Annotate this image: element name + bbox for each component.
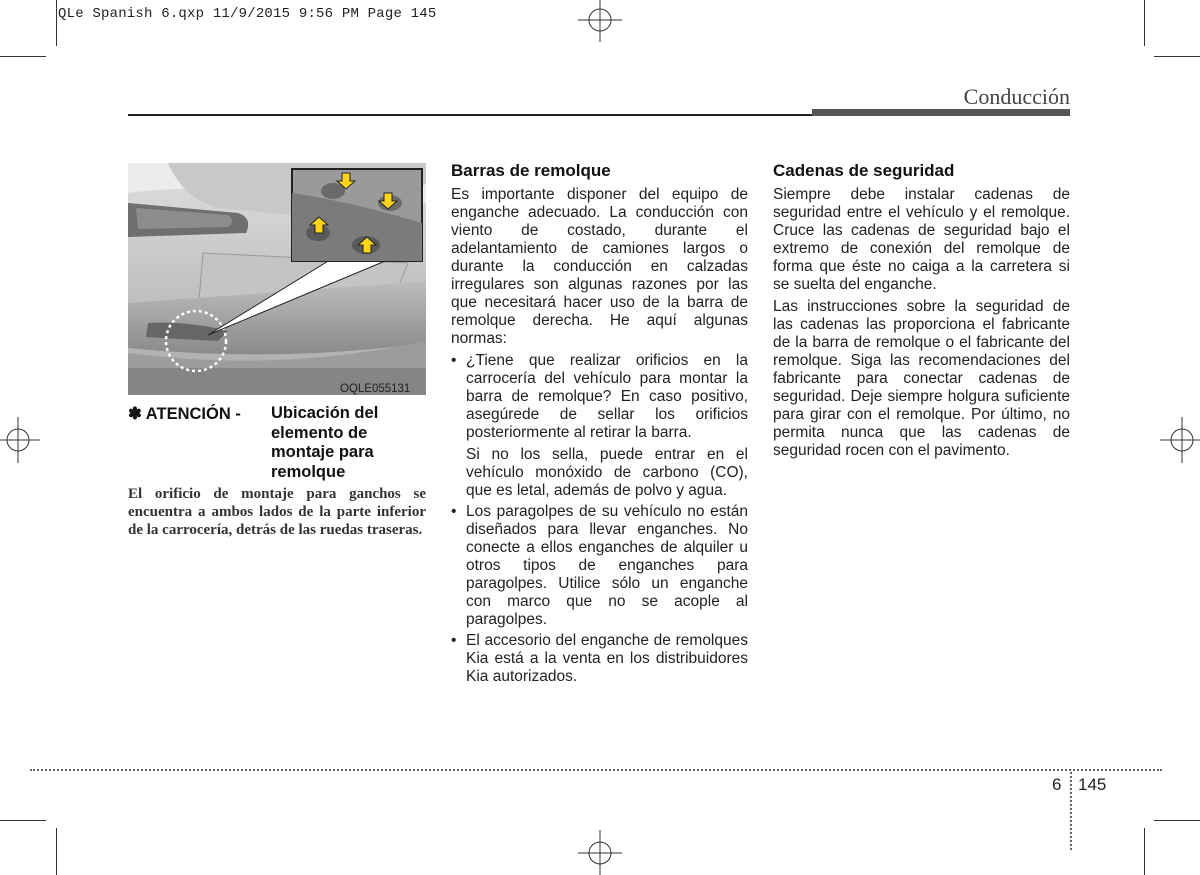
chapter-number: 6 — [1052, 775, 1062, 794]
registration-mark-bottom — [570, 828, 630, 875]
paragraph: Siempre debe instalar cadenas de seguridad entre el vehículo y el remolque. Cruce las cadenas de seguridad bajo el extremo de conexión del remolque de forma que éste no caiga a la carretera si se suelta del enganche. — [773, 186, 1070, 293]
footer-rule — [30, 769, 1162, 771]
attention-subtitle: Ubicación del elemento de montaje para remolque — [271, 404, 379, 481]
figure-code: OQLE055131 — [340, 383, 411, 395]
registration-mark-left — [0, 415, 40, 465]
registration-mark-right — [1160, 415, 1200, 465]
section-title: Conducción — [963, 84, 1070, 109]
attention-heading: ✽ ATENCIÓN - — [128, 405, 241, 423]
section-intro: Es importante disponer del equipo de enganche adecuado. La conducción con viento de costado, durante el adelantamiento de camiones largos o durante la conducción en calzadas irregulares son algunas razones por las que necesitará hacer uso de la barra de remolque derecha. He aquí algunas normas: — [451, 186, 748, 347]
header-rule — [128, 114, 812, 116]
registration-mark-top — [570, 0, 630, 45]
list-item — [451, 632, 748, 686]
paragraph: Las instrucciones sobre la seguridad de las cadenas las proporciona el fabricante de la barra de remolque o el fabricante del remolque. Siga las recomendaciones del fabricante para conectar cadenas de seguridad. Deje siempre holgura suficiente para girar con el remolque. Por último, no permita nunca que las cadenas de seguridad rocen con el pavimento. — [773, 298, 1070, 459]
section-heading: Barras de remolque — [451, 161, 611, 180]
list-item-text: • Los paragolpes de su vehículo no están diseñados para llevar enganches. No conecte a ellos enganches de alquiler u otros tipos de enganches para paragolpes. Utilice sólo un enganche con marco que no se acople al paragolpes. — [466, 503, 748, 628]
towing-mount-figure — [128, 163, 426, 395]
guidelines-list — [451, 352, 748, 686]
vehicle-rear-illustration — [128, 163, 426, 395]
list-item-note: Si no los sella, puede entrar en el vehículo monóxido de carbono (CO), que es letal, además de polvo y agua. — [466, 446, 748, 499]
safety-chains-section — [773, 161, 1070, 464]
header-rule-accent — [812, 109, 1070, 116]
attention-body: El orificio de montaje para ganchos se encuentra a ambos lados de la parte inferior de la carrocería, detrás de las ruedas traseras. — [128, 486, 426, 538]
list-item-text: • ¿Tiene que realizar orificios en la carrocería del vehículo para montar la barra de remolque? En caso positivo, asegúrede de sellar los orificios posteriormente al retirar la barra. — [466, 352, 748, 441]
list-item-text: • El accesorio del enganche de remolques Kia está a la venta en los distribuidores Kia autorizados. — [466, 632, 748, 685]
list-item — [451, 352, 748, 500]
section-heading: Cadenas de seguridad — [773, 161, 955, 180]
towing-bars-section — [451, 161, 748, 689]
page-number-separator — [1070, 772, 1072, 850]
list-item — [451, 503, 748, 629]
page-number: 145 — [1078, 775, 1107, 794]
print-slug: QLe Spanish 6.qxp 11/9/2015 9:56 PM Page 145 — [58, 6, 437, 22]
